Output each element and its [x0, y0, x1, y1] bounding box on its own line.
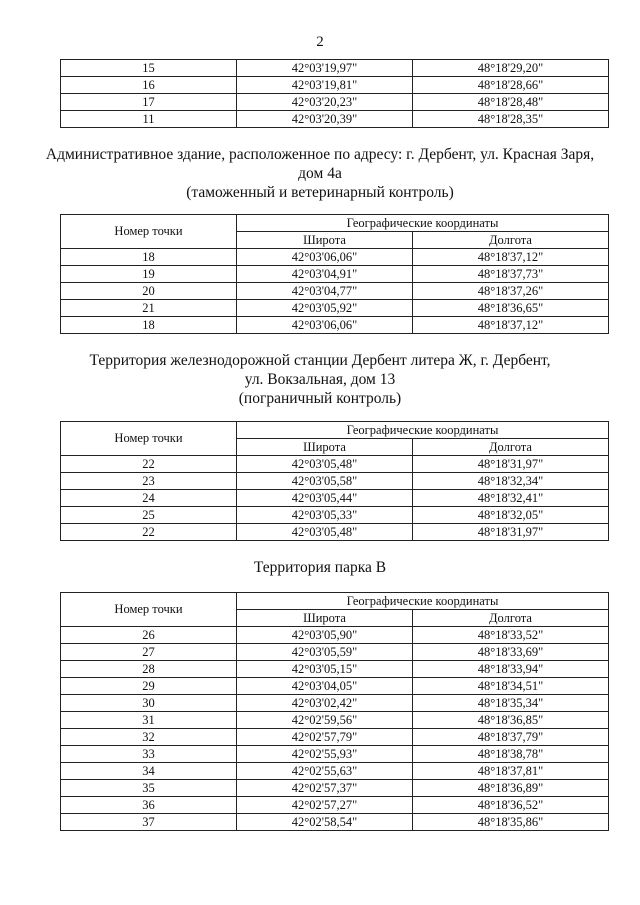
latitude-cell: 42°03'05,59" — [237, 644, 413, 661]
latitude-cell: 42°03'20,39" — [237, 111, 413, 128]
table-row — [61, 644, 609, 661]
section-title-line: (пограничный контроль) — [238, 390, 402, 407]
latitude-cell: 42°02'59,56" — [237, 712, 413, 729]
section-title-line: Административное здание, расположенное по адресу: г. Дербент, ул. Красная Заря, — [45, 146, 595, 163]
point-number-cell: 22 — [61, 456, 237, 473]
longitude-cell: 48°18'32,05" — [413, 507, 609, 524]
point-number-header: Номер точки — [61, 422, 237, 456]
latitude-header: Широта — [237, 610, 413, 627]
geo-coordinates-header: Географические координаты — [237, 215, 609, 232]
section-title-line: Территория парка В — [253, 559, 387, 576]
latitude-cell: 42°03'05,92" — [237, 300, 413, 317]
table-row — [61, 763, 609, 780]
latitude-cell: 42°02'55,63" — [237, 763, 413, 780]
section-title-line: дом 4а — [298, 165, 342, 182]
longitude-cell: 48°18'32,41" — [413, 490, 609, 507]
latitude-cell: 42°03'05,90" — [237, 627, 413, 644]
section-title-line: ул. Вокзальная, дом 13 — [244, 371, 396, 388]
table-row — [61, 712, 609, 729]
latitude-cell: 42°03'04,91" — [237, 266, 413, 283]
point-number-cell: 24 — [61, 490, 237, 507]
table-row — [61, 283, 609, 300]
section-title-admin-building — [0, 145, 640, 202]
latitude-header: Широта — [237, 232, 413, 249]
longitude-cell: 48°18'29,20" — [413, 60, 609, 77]
point-number-cell: 18 — [61, 317, 237, 334]
point-number-cell: 21 — [61, 300, 237, 317]
longitude-cell: 48°18'37,12" — [413, 317, 609, 334]
point-number-cell: 23 — [61, 473, 237, 490]
point-number-cell: 16 — [61, 77, 237, 94]
longitude-header: Долгота — [413, 232, 609, 249]
longitude-cell: 48°18'36,65" — [413, 300, 609, 317]
longitude-cell: 48°18'32,34" — [413, 473, 609, 490]
longitude-cell: 48°18'36,89" — [413, 780, 609, 797]
longitude-cell: 48°18'37,12" — [413, 249, 609, 266]
point-number-cell: 31 — [61, 712, 237, 729]
table-row — [61, 317, 609, 334]
table-row — [61, 797, 609, 814]
point-number-cell: 22 — [61, 524, 237, 541]
section-title-line: (таможенный и ветеринарный контроль) — [186, 184, 454, 201]
latitude-cell: 42°02'55,93" — [237, 746, 413, 763]
latitude-cell: 42°03'20,23" — [237, 94, 413, 111]
table-row — [61, 473, 609, 490]
longitude-cell: 48°18'33,69" — [413, 644, 609, 661]
table-row — [61, 490, 609, 507]
coords-table-park-v — [60, 592, 609, 831]
table-row — [61, 77, 609, 94]
longitude-cell: 48°18'36,85" — [413, 712, 609, 729]
coords-table-continued — [60, 59, 609, 128]
point-number-cell: 17 — [61, 94, 237, 111]
point-number-header: Номер точки — [61, 593, 237, 627]
table-row — [61, 524, 609, 541]
point-number-cell: 25 — [61, 507, 237, 524]
longitude-cell: 48°18'31,97" — [413, 456, 609, 473]
point-number-cell: 27 — [61, 644, 237, 661]
table-row — [61, 300, 609, 317]
latitude-cell: 42°03'05,44" — [237, 490, 413, 507]
table-row — [61, 627, 609, 644]
latitude-cell: 42°03'04,05" — [237, 678, 413, 695]
longitude-cell: 48°18'38,78" — [413, 746, 609, 763]
point-number-cell: 35 — [61, 780, 237, 797]
latitude-cell: 42°03'05,15" — [237, 661, 413, 678]
geo-coordinates-header: Географические координаты — [237, 422, 609, 439]
point-number-cell: 15 — [61, 60, 237, 77]
point-number-cell: 18 — [61, 249, 237, 266]
section-title-line: Территория железнодорожной станции Дербент литера Ж, г. Дербент, — [89, 352, 551, 369]
latitude-cell: 42°03'05,48" — [237, 524, 413, 541]
point-number-cell: 20 — [61, 283, 237, 300]
longitude-cell: 48°18'33,94" — [413, 661, 609, 678]
table-row — [61, 746, 609, 763]
table-row — [61, 780, 609, 797]
latitude-cell: 42°02'57,37" — [237, 780, 413, 797]
longitude-cell: 48°18'35,34" — [413, 695, 609, 712]
latitude-header: Широта — [237, 439, 413, 456]
table-row — [61, 661, 609, 678]
geo-coordinates-header: Географические координаты — [237, 593, 609, 610]
latitude-cell: 42°03'06,06" — [237, 249, 413, 266]
latitude-cell: 42°03'19,81" — [237, 77, 413, 94]
latitude-cell: 42°03'06,06" — [237, 317, 413, 334]
latitude-cell: 42°03'02,42" — [237, 695, 413, 712]
point-number-cell: 29 — [61, 678, 237, 695]
page-number: 2 — [316, 34, 324, 50]
latitude-cell: 42°03'04,77" — [237, 283, 413, 300]
point-number-header: Номер точки — [61, 215, 237, 249]
point-number-cell: 19 — [61, 266, 237, 283]
latitude-cell: 42°03'19,97" — [237, 60, 413, 77]
latitude-cell: 42°03'05,33" — [237, 507, 413, 524]
latitude-cell: 42°02'57,27" — [237, 797, 413, 814]
longitude-cell: 48°18'37,79" — [413, 729, 609, 746]
point-number-cell: 11 — [61, 111, 237, 128]
table-row — [61, 111, 609, 128]
latitude-cell: 42°02'58,54" — [237, 814, 413, 831]
section-title-railway-station — [0, 351, 640, 408]
point-number-cell: 26 — [61, 627, 237, 644]
table-row — [61, 94, 609, 111]
point-number-cell: 32 — [61, 729, 237, 746]
longitude-cell: 48°18'37,81" — [413, 763, 609, 780]
coords-table-admin-building — [60, 214, 609, 334]
longitude-cell: 48°18'28,66" — [413, 77, 609, 94]
table-row — [61, 695, 609, 712]
table-row — [61, 60, 609, 77]
longitude-cell: 48°18'34,51" — [413, 678, 609, 695]
point-number-cell: 30 — [61, 695, 237, 712]
point-number-cell: 28 — [61, 661, 237, 678]
table-row — [61, 266, 609, 283]
longitude-cell: 48°18'36,52" — [413, 797, 609, 814]
longitude-cell: 48°18'35,86" — [413, 814, 609, 831]
coords-table-railway-station — [60, 421, 609, 541]
point-number-cell: 34 — [61, 763, 237, 780]
section-title-park-v — [0, 558, 640, 577]
point-number-cell: 36 — [61, 797, 237, 814]
table-row — [61, 249, 609, 266]
latitude-cell: 42°02'57,79" — [237, 729, 413, 746]
table-row — [61, 678, 609, 695]
longitude-cell: 48°18'31,97" — [413, 524, 609, 541]
table-row — [61, 507, 609, 524]
point-number-cell: 33 — [61, 746, 237, 763]
longitude-header: Долгота — [413, 610, 609, 627]
longitude-cell: 48°18'28,35" — [413, 111, 609, 128]
longitude-cell: 48°18'37,73" — [413, 266, 609, 283]
point-number-cell: 37 — [61, 814, 237, 831]
table-row — [61, 456, 609, 473]
longitude-cell: 48°18'28,48" — [413, 94, 609, 111]
latitude-cell: 42°03'05,48" — [237, 456, 413, 473]
table-row — [61, 729, 609, 746]
longitude-header: Долгота — [413, 439, 609, 456]
longitude-cell: 48°18'33,52" — [413, 627, 609, 644]
table-row — [61, 814, 609, 831]
longitude-cell: 48°18'37,26" — [413, 283, 609, 300]
latitude-cell: 42°03'05,58" — [237, 473, 413, 490]
